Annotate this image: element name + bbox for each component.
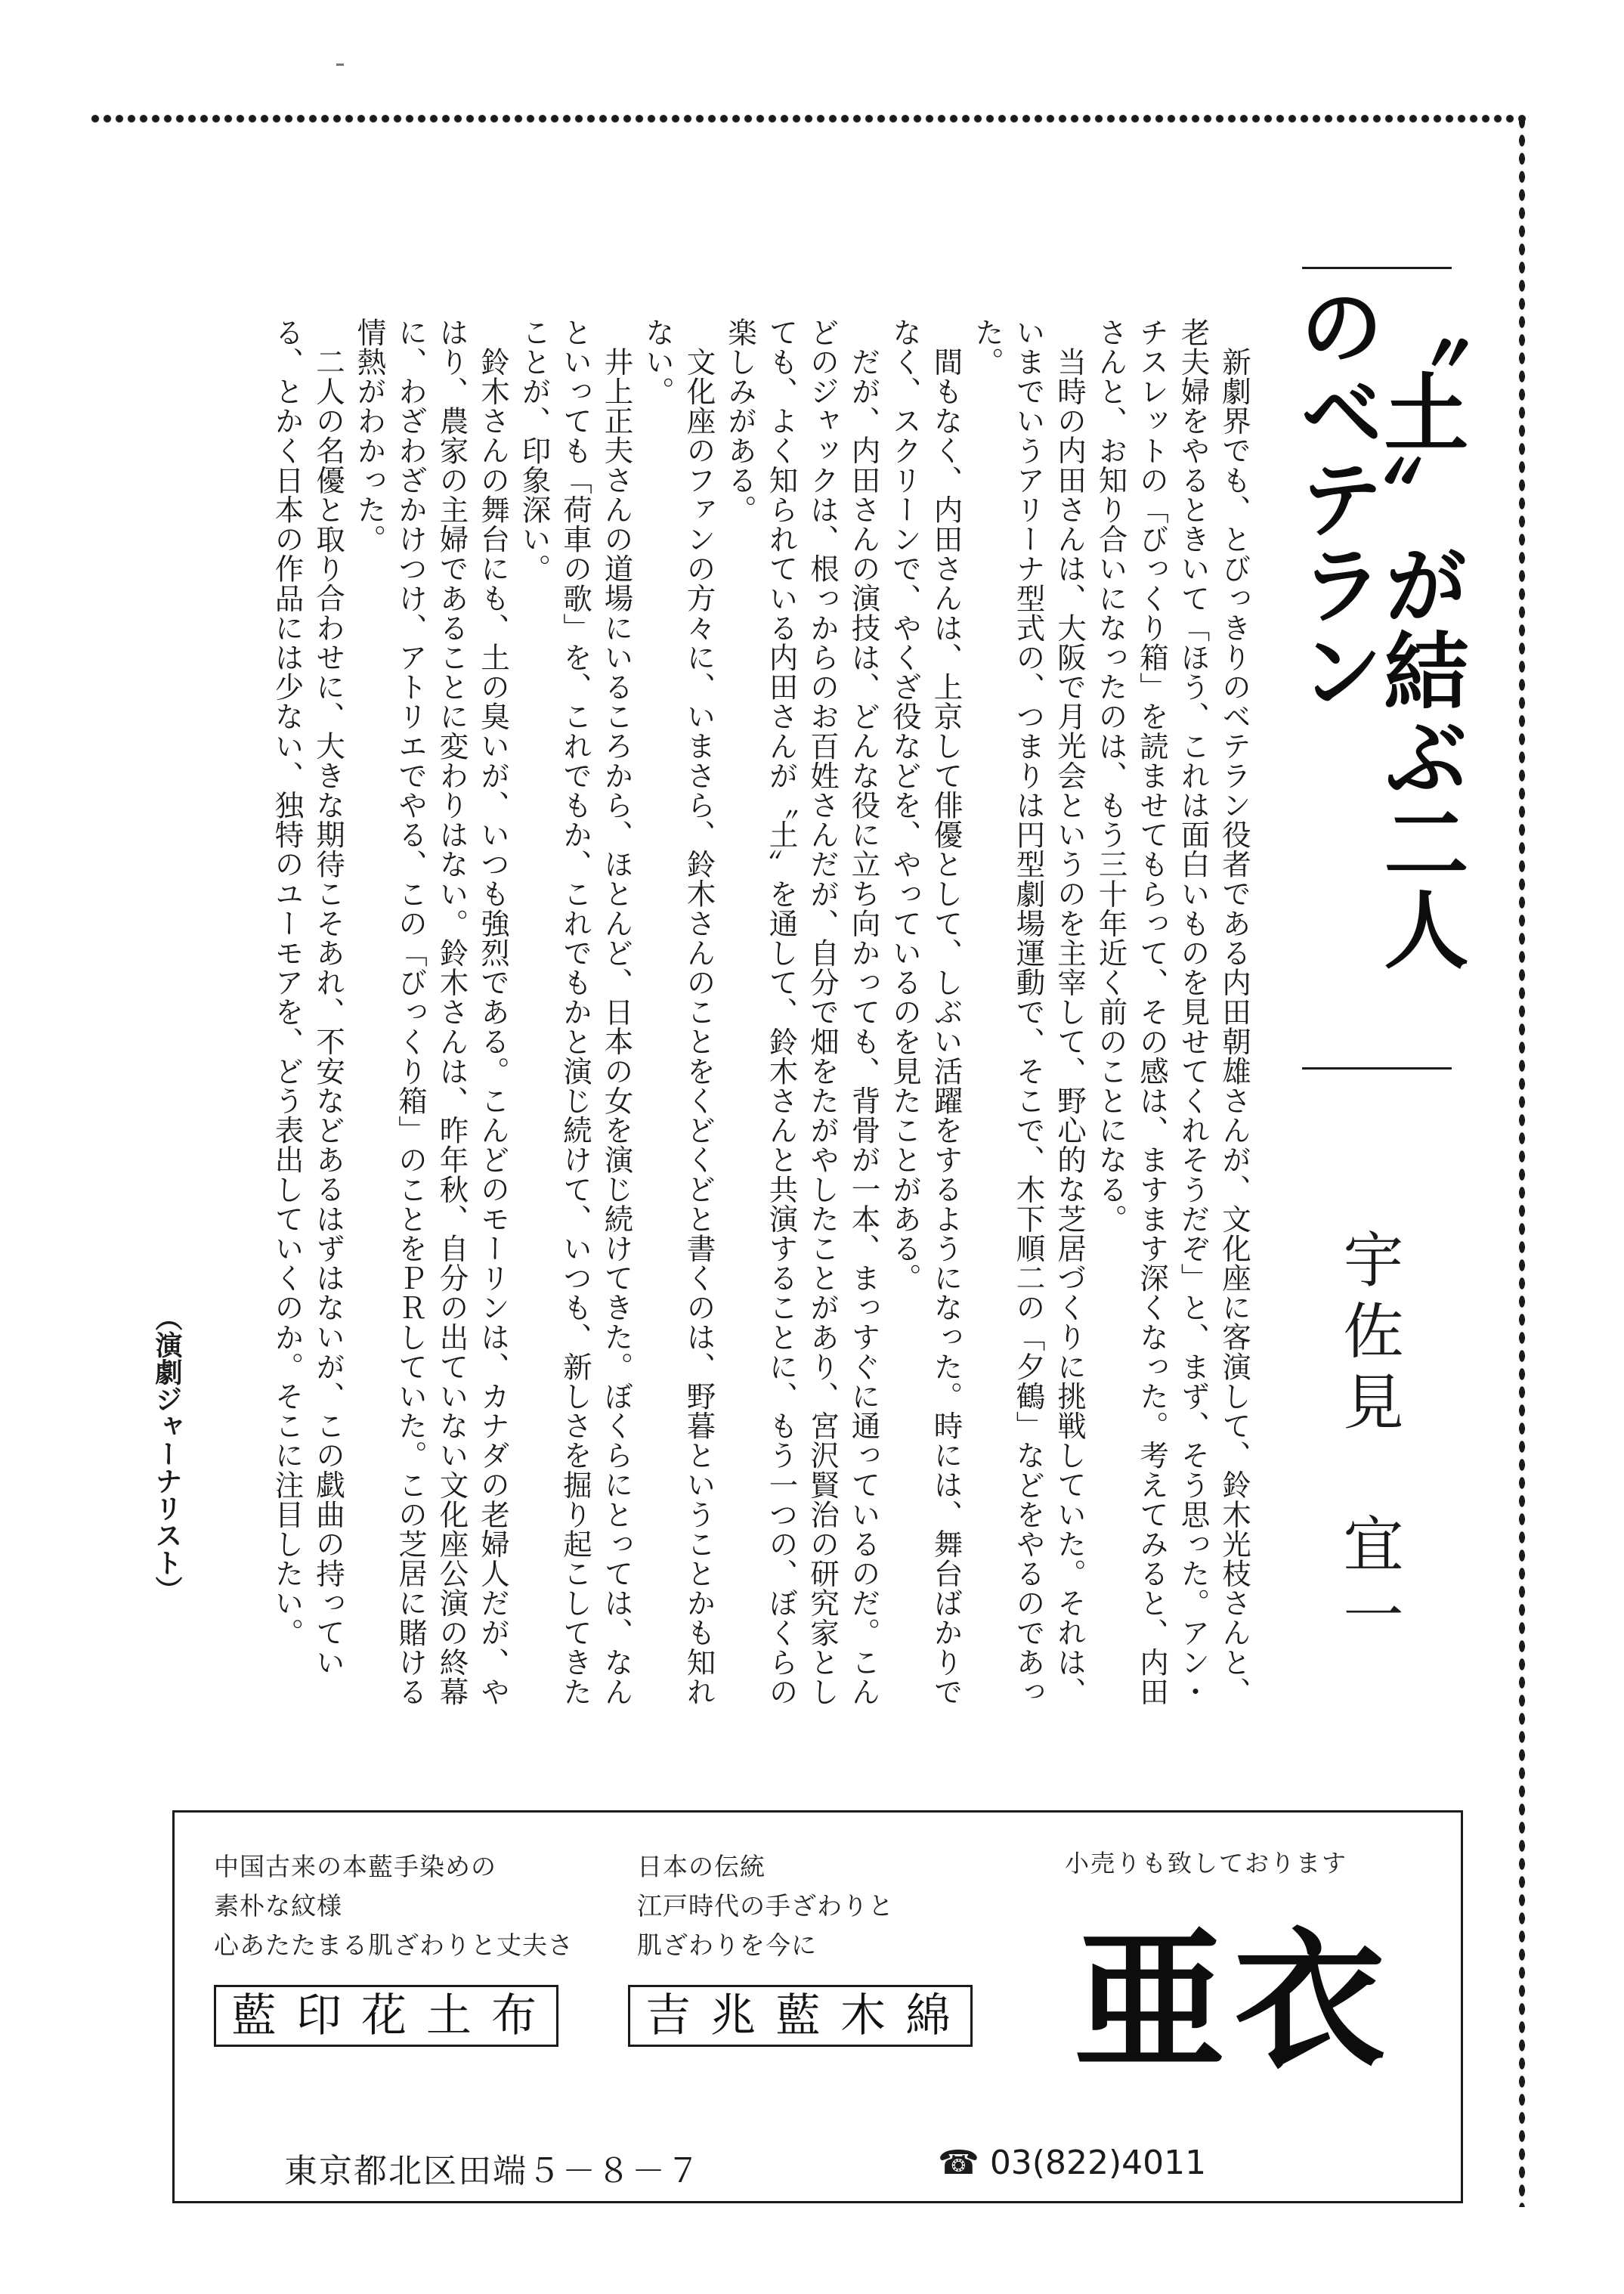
decorative-border-right <box>1515 113 1529 2207</box>
ad-mid-line: 日本の伝統 <box>637 1852 766 1881</box>
ad-left-copy <box>214 1847 574 1965</box>
product-name-box: 吉兆藍木綿 <box>628 1985 973 2047</box>
article-paragraph: 二人の名優と取り合わせに、大きな期待こそあれ、不安などあるはずはないが、この戯曲の持っている、とかく日本の作品には少ない、独特のユーモアを、どう表出していくのか。そこに注目したい。 <box>270 317 345 1676</box>
retail-note: 小売りも致しております <box>1065 1849 1348 1878</box>
article-paragraph: 文化座のファンの方々に、いまさら、鈴木さんのことをくどくどと書くのは、野暮ということかも知れない。 <box>641 317 716 1707</box>
advertisement <box>172 1810 1463 2203</box>
telephone-icon: ☎ <box>938 2144 979 2182</box>
ad-mid-line: 肌ざわりを今に <box>637 1930 817 1960</box>
article-paragraph: だが、内田さんの演技は、どんな役に立ち向かっても、背骨が一本、まっすぐに通っているのだ。こんどのジャックは、根っからのお百姓さんだが、自分で畑をたがやしたことがあり、宮沢賢治の研究家としても、よく知られている内田さんが〝土〟を通して、鈴木さんと共演することに、もう一つの、ぼくらの楽しみがある。 <box>723 317 881 1707</box>
article-paragraph: 井上正夫さんの道場にいるころから、ほとんど、日本の女を演じ続けてきた。ぼくらにとっては、なんといっても「荷車の歌」を、これでもか、これでもかと演じ続けて、いつも、新しさを掘り起こしてきたことが、印象深い。 <box>517 317 634 1707</box>
author-name: 宇佐見 宜一 <box>1333 1228 1403 1655</box>
phone-number: 03(822)4011 <box>989 2144 1207 2182</box>
decorative-border-top <box>89 112 1527 125</box>
article-paragraph: 間もなく、内田さんは、上京して俳優として、しぶい活躍をするようになった。時には、舞台ばかりでなく、スクリーンで、やくざ役などを、やっているのを見たことがある。 <box>888 317 964 1707</box>
ad-mid-line: 江戸時代の手ざわりと <box>637 1891 894 1921</box>
article-body <box>189 317 1254 1723</box>
ad-left-line: 中国古来の本藍手染めの <box>214 1852 496 1881</box>
ad-middle-copy <box>637 1847 894 1965</box>
ad-left-line: 心あたたまる肌ざわりと丈夫さ <box>214 1930 574 1960</box>
article-paragraph: 新劇界でも、とびっきりのベテラン役者である内田朝雄さんが、文化座に客演して、鈴木光枝さんと、老夫婦をやるときいて「ほう、これは面白いものを見せてくれそうだぞ」と、まず、そう思った。アン・チスレットの「びっくり箱」を読ませてもらって、その感は、ますます深くなった。考えてみると、内田さんと、お知り合いになったのは、もう三十年近く前のことになる。 <box>1093 317 1251 1707</box>
brand-logo: 亜衣 <box>1074 1912 1395 2090</box>
scan-mark <box>336 63 344 66</box>
ad-left-line: 素朴な紋様 <box>214 1891 342 1921</box>
article-title: 〝土〟が結ぶ二人のベテラン <box>1286 269 1468 1067</box>
shop-address: 東京都北区田端５－８－７ <box>284 2152 701 2190</box>
title-box <box>1285 267 1468 1070</box>
article-paragraph: 鈴木さんの舞台にも、土の臭いが、いつも強烈である。こんどのモーリンは、カナダの老婦人だが、やはり、農家の主婦であることに変わりはない。鈴木さんは、昨年秋、自分の出ていない文化座公演の終幕に、わざわざかけつけ、アトリエでやる、この「びっくり箱」のことをＰＲしていた。この芝居に賭ける情熱がわかった。 <box>352 317 510 1707</box>
author-credit: （演劇ジャーナリスト） <box>151 1304 182 1603</box>
product-name-box: 藍印花土布 <box>214 1985 558 2047</box>
shop-phone <box>938 2144 1206 2182</box>
article-paragraph: 当時の内田さんは、大阪で月光会というのを主宰して、野心的な芝居づくりに挑戦していた。それは、いまでいうアリーナ型式の、つまりは円型劇場運動で、そこで、木下順二の「夕鶴」などをやるのであった。 <box>970 317 1087 1707</box>
